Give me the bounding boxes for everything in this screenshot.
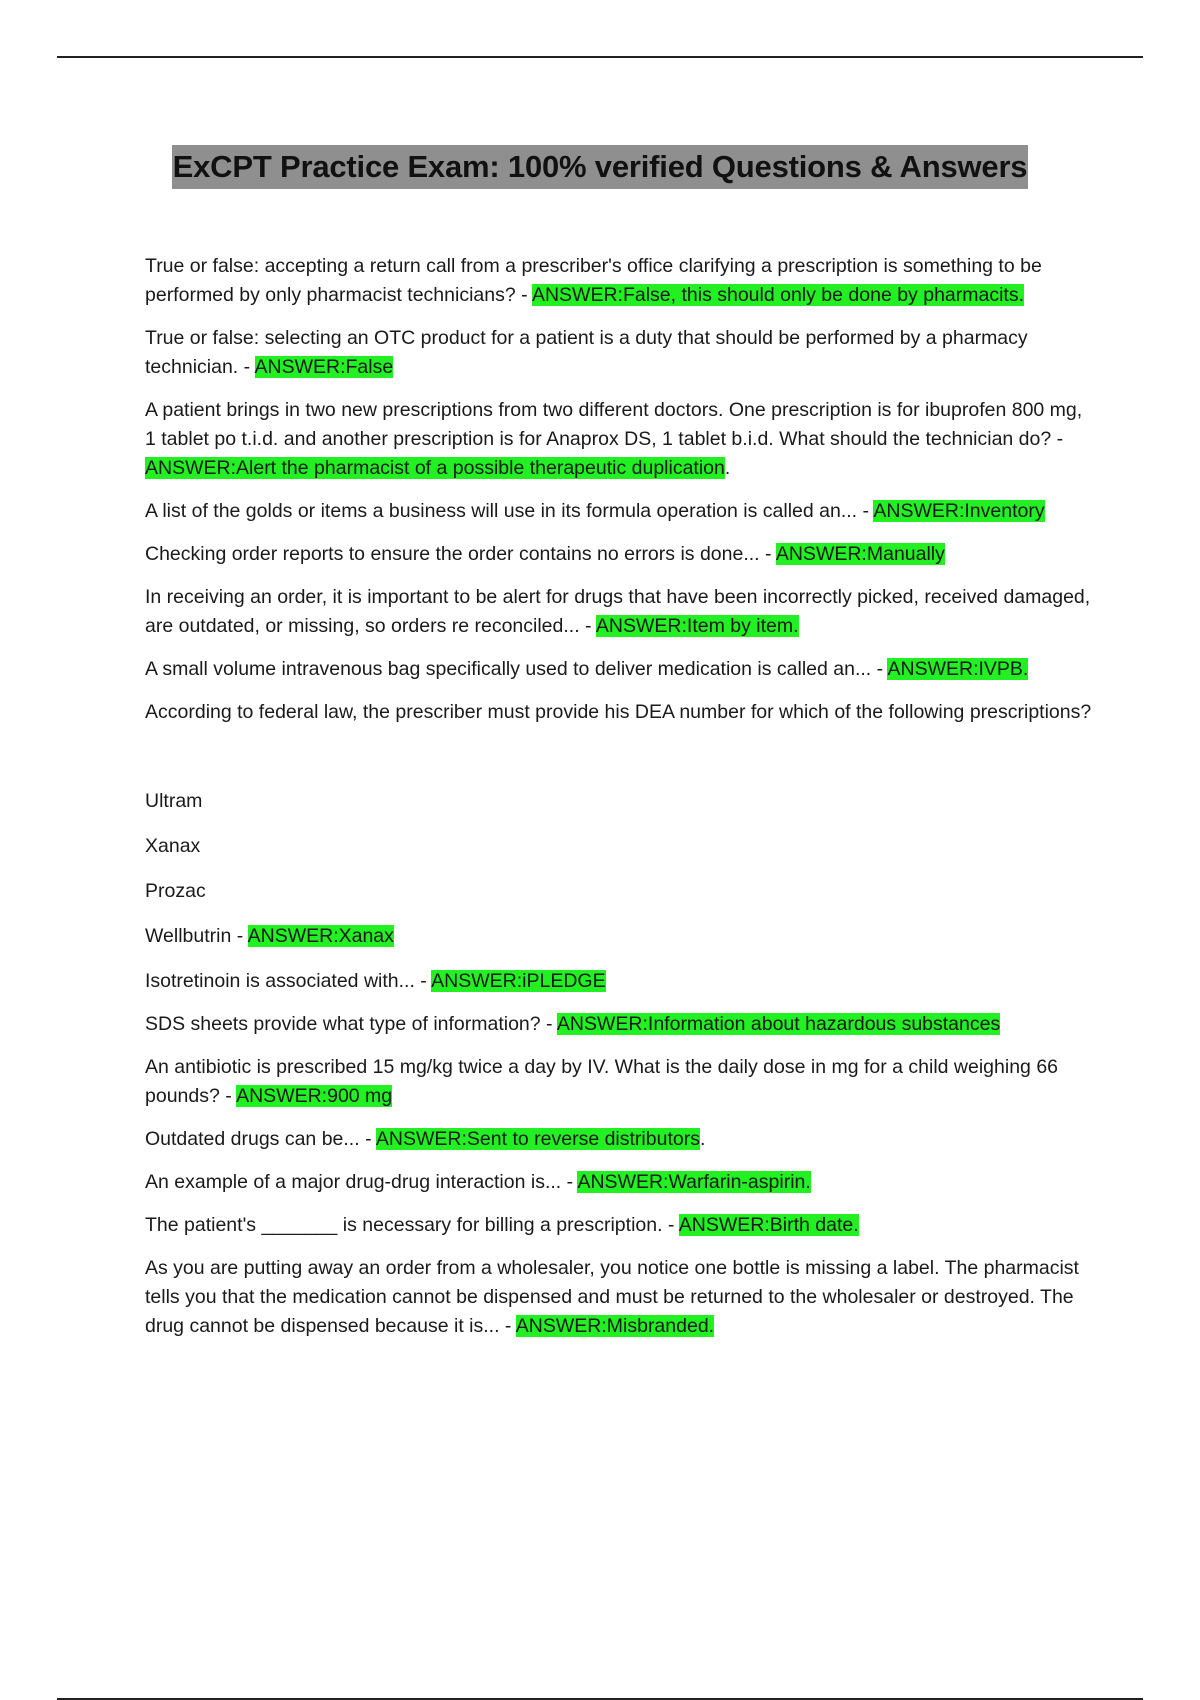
document-title: ExCPT Practice Exam: 100% verified Questions & Answers [172, 145, 1029, 189]
option-text: Ultram [145, 790, 203, 812]
answer-highlight: ANSWER:900 mg [236, 1085, 393, 1107]
answer-highlight: ANSWER:False, this should only be done by pharmacits. [531, 284, 1025, 306]
answer-highlight: ANSWER:Information about hazardous substances [556, 1013, 1001, 1035]
separator: - [1051, 428, 1064, 450]
question-text: A list of the golds or items a business will use in its formula operation is called an... [145, 500, 858, 522]
separator: - [231, 925, 248, 947]
question-text: True or false: selecting an OTC product for a patient is a duty that should be performed by a pharmacy technician. [145, 327, 1028, 378]
question-text: An example of a major drug-drug interaction is... [145, 1171, 562, 1193]
question-text: According to federal law, the prescriber must provide his DEA number for which of the following prescriptions? [145, 701, 1092, 723]
option-line [145, 832, 1095, 861]
separator: - [219, 1085, 237, 1107]
answer-highlight: ANSWER:Item by item. [595, 615, 799, 637]
question-text: A patient brings in two new prescriptions from two different doctors. One prescription is for ibuprofen 800 mg, 1 tablet po t.i.d. and another prescription is for Anaprox DS, 1 tablet b.i.d. What should the technician do? [145, 399, 1083, 450]
question-text: As you are putting away an order from a wholesaler, you notice one bottle is missing a label. The pharmacist tells you that the medication cannot be dispensed and must be returned to the wholesaler or destroyed. The drug cannot be dispensed because it is... [145, 1257, 1079, 1337]
answer-highlight: ANSWER:IVPB. [887, 658, 1029, 680]
answer-highlight: ANSWER:False [254, 356, 394, 378]
separator: - [515, 284, 532, 306]
answer-highlight: ANSWER:Alert the pharmacist of a possible therapeutic duplication [145, 457, 725, 479]
header-rule [57, 56, 1143, 58]
answer-highlight: ANSWER:Birth date. [678, 1214, 859, 1236]
separator: - [499, 1315, 516, 1337]
qa-item [145, 655, 1095, 684]
qa-item [145, 1010, 1095, 1039]
question-text: A small volume intravenous bag specifically used to deliver medication is called an... [145, 658, 872, 680]
question-text: An antibiotic is prescribed 15 mg/kg twice a day by IV. What is the daily dose in mg for a child weighing 66 pounds? [145, 1056, 1059, 1107]
answer-suffix: . [699, 1128, 706, 1150]
option-text: Xanax [145, 835, 201, 857]
option-line [145, 877, 1095, 906]
answer-highlight: ANSWER:Inventory [873, 500, 1045, 522]
option-text: Wellbutrin [145, 925, 232, 947]
separator: - [238, 356, 255, 378]
answer-highlight: ANSWER:Xanax [247, 925, 394, 947]
answer-highlight: ANSWER:Manually [775, 543, 945, 565]
qa-item [145, 497, 1095, 526]
answer-highlight: ANSWER:Misbranded. [515, 1315, 715, 1337]
qa-item [145, 1053, 1095, 1111]
question-text: Checking order reports to ensure the order contains no errors is done... [145, 543, 760, 565]
qa-item [145, 1125, 1095, 1154]
qa-item [145, 324, 1095, 382]
question-text: SDS sheets provide what type of information? [145, 1013, 541, 1035]
question-text: Isotretinoin is associated with... [145, 970, 415, 992]
qa-item [145, 1168, 1095, 1197]
separator: - [359, 1128, 376, 1150]
option-text: Prozac [145, 880, 206, 902]
separator: - [759, 543, 776, 565]
answer-highlight: ANSWER:iPLEDGE [431, 970, 606, 992]
question-text: The patient's _______ is necessary for billing a prescription. [145, 1214, 663, 1236]
title-area [0, 145, 1200, 189]
question-text: In receiving an order, it is important to be alert for drugs that have been incorrectly picked, received damaged, are outdated, or missing, so orders re reconciled... [145, 586, 1091, 637]
separator: - [871, 658, 888, 680]
qa-item [145, 967, 1095, 996]
answer-highlight: ANSWER:Warfarin-aspirin. [577, 1171, 811, 1193]
answer-suffix: . [724, 457, 731, 479]
separator: - [540, 1013, 557, 1035]
question-text: True or false: accepting a return call from a prescriber's office clarifying a prescription is something to be performed by only pharmacist technicians? [145, 255, 1042, 306]
qa-item [145, 1211, 1095, 1240]
option-line [145, 787, 1095, 816]
qa-item [145, 583, 1095, 641]
qa-item [145, 540, 1095, 569]
document-body [145, 252, 1095, 1355]
qa-item [145, 1254, 1095, 1341]
qa-item [145, 252, 1095, 310]
dea-question [145, 698, 1095, 727]
separator: - [579, 615, 596, 637]
option-line [145, 922, 1095, 951]
separator: - [662, 1214, 679, 1236]
separator: - [561, 1171, 578, 1193]
answer-highlight: ANSWER:Sent to reverse distributors [375, 1128, 700, 1150]
separator: - [414, 970, 432, 992]
question-text: Outdated drugs can be... [145, 1128, 360, 1150]
qa-item [145, 396, 1095, 483]
separator: - [857, 500, 874, 522]
